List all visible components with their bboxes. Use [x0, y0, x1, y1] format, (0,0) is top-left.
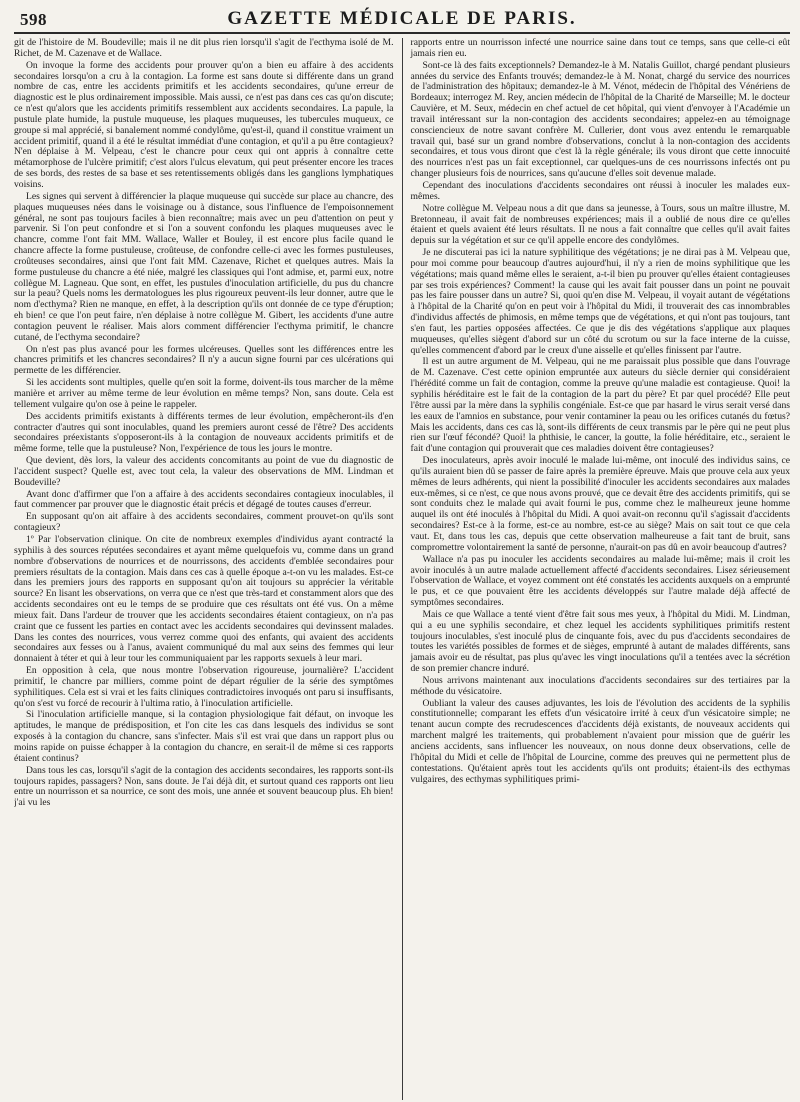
- paragraph: Mais ce que Wallace a tenté vient d'être fait sous mes yeux, à l'hôpital du Midi. M. Lindman, qui a eu une syphilis secondaire, et chez lequel les accidents syphilitiques primitifs restent toujours inoculables, s'est inoculé plus de cinquante fois, avec du pus d'accidents secondaires de toutes les variétés possibles de formes et de sièges, emprunté à autant de malades différents, sans jamais avoir eu de résultat, pas plus qu'avec les vingt inoculations qu'il a tentées avec la sécrétion de son premier chancre induré.: [410, 608, 790, 675]
- paragraph: Je ne discuterai pas ici la nature syphilitique des végétations; je ne dirai pas à M. Velpeau que, pour moi comme pour beaucoup d'autres aujourd'hui, il n'y a rien de moins syphilitique que les végétations; mais quand même elles le seraient, a-t-il bien pu prouver qu'elles étaient contagieuses par ses trois expériences? Comment! la cause qui les avait fait pousser dans un point ne pouvait pas les faire pousser dans un autre? Si, quoi qu'en dise M. Velpeau, il voyait autant de végétations à l'hôpital de la Charité qu'on en peut voir à l'hôpital du Midi, il trouverait des cas innombrables d'individus affectés de phimosis, en même temps que de végétations, et qui n'ont pas toujours, tant s'en faut, les parties opposées affectées. Ce que je dis des végétations s'applique aux plaques muqueuses, qu'elles siègent d'abord sur un côté du scrotum ou sur la face interne de la cuisse, qu'elles commencent d'abord par le creux d'une aisselle et qu'elles finissent par l'autre.: [410, 247, 790, 356]
- right-column: [403, 38, 791, 1100]
- paragraph: Des accidents primitifs existants à différents termes de leur évolution, empêcheront-ils d'en contracter d'autres qui sont inoculables, quand les premiers auront cessé de l'être? Des accidents secondaires préexistants s'opposeront-ils à la contagion de nouveaux accidents primitifs et de même forme, telle que la pustuleuse? Non, l'expérience de tous les jours le montre.: [14, 410, 394, 455]
- paragraph: Nous arrivons maintenant aux inoculations d'accidents secondaires sur des tertiaires par la méthode du vésicatoire.: [410, 674, 790, 697]
- paragraph: Des inoculateurs, après avoir inoculé le malade lui-même, ont inoculé des individus sains, ce qu'ils auraient bien dû se passer de faire après la première épreuve. Mais que prouve cela aux yeux mêmes de leurs adhérents, qui nient la possibilité d'inoculer les accidents secondaires aux malades eux-mêmes, si ce n'est, ce que nous avons prouvé, que ce devait être des accidents primitifs, qui se sont conduits chez le malade qui avait fourni le pus, comme chez le malheureux jeune homme auquel ils ont été inoculés à l'hôpital du Midi. A quoi avait-on reconnu qu'il s'agissait d'accidents secondaires? Est-ce à la forme, est-ce au nombre, est-ce au siège? Mais on sait tout ce que cela vaut. Et, dans tous les cas, depuis que cette observation malheureuse a fait tant de bruit, sans compromettre volontairement la santé de personne, n'aurait-on pas dû en avoir beaucoup d'autres?: [410, 455, 790, 553]
- paragraph: Que devient, dès lors, la valeur des accidents concomitants au point de vue du diagnostic de l'accident suspect? Quelle est, avec tout cela, la valeur des observations de MM. Lindman et Boudeville?: [14, 455, 394, 488]
- paragraph: Notre collègue M. Velpeau nous a dit que dans sa jeunesse, à Tours, sous un maître illustre, M. Bretonneau, il avait fait de nombreuses expériences; mais il a oublié de nous dire ce qu'elles étaient et quels avaient été leurs résultats. Il ne nous a fait connaître que celles qu'il avait faites depuis sur la végétation et sur ce qu'il appelle encore des condylômes.: [410, 202, 790, 247]
- paragraph: git de l'histoire de M. Boudeville; mais il ne dit plus rien lorsqu'il s'agit de l'ecthyma isolé de M. Richet, de M. Cazenave et de Wallace.: [14, 38, 394, 59]
- paragraph: Les signes qui servent à différencier la plaque muqueuse qui succède sur place au chancre, des plaques muqueuses nées dans le voisinage ou à distance, sous l'influence de l'empoisonnement général, ne sont pas toujours faciles à bien reconnaître; mais avec un peu d'attention on peut y parvenir. Si l'on peut confondre et si l'on a souvent confondu les plaques muqueuses avec le chancre, comme l'ont fait MM. Wallace, Waller et Bouley, il est encore plus facile quand le chancre affecte la forme pustuleuse, croûteuse, de confondre celle-ci avec les formes pustuleuses, croûteuses secondaires, ainsi que l'ont fait MM. Cazenave, Richet et quelques autres. Mais la forme pustuleuse du chancre a été niée, malgré les classiques qui l'ont admise, et, parmi eux, notre collègue M. Lagneau. Que sont, en effet, les pustules d'inoculation artificielle, du pus du chancre sur la peau? Quels noms les dermatologues les plus rigoureux peuvent-ils leur donner, autre que le nom d'ecthyma? Rien ne manque, en effet, à la description qu'ils ont donnée de ce type d'éruption; eh bien! ce que l'on peut faire, n'en déplaise à notre collègue M. Gibert, les accidents d'une autre contagion peuvent le réaliser. Mais alors comment différencier l'ecthyma primitif, le chancre cutané, de l'ecthyma secondaire?: [14, 190, 394, 343]
- paragraph: Avant donc d'affirmer que l'on a affaire à des accidents secondaires contagieux inoculables, il faut commencer par prouver que le diagnostic était précis et dégagé de toutes causes d'erreur.: [14, 488, 394, 511]
- paragraph: Sont-ce là des faits exceptionnels? Demandez-le à M. Natalis Guillot, chargé pendant plusieurs années du service des Enfants trouvés; demandez-le à M. Nonat, chargé du service des nourrices de l'administration des hôpitaux; demandez-le à M. Vénot, médecin de l'hôpital des Vénériens de Bordeaux; interrogez M. Rey, ancien médecin de l'hôpital de la Charité de Marseille; M. le docteur Cauvière, et M. Seux, médecin en chef actuel de cet hôpital, qui vient d'envoyer à l'Académie un travail intéressant sur la non-contagion des accidents secondaires; appelez-en au témoignage consciencieux de notre savant confrère M. Cullerier, dont vous avez entendu le remarquable travail qui, basé sur un grand nombre d'observations, conclut à la non-contagion des accidents secondaires, et tous vous diront que c'est là la règle générale; ils vous diront que cette innocuité des nourrices n'est pas un fait exceptionnel, car quelques-uns de ces nourrissons infectés ont pu changer plusieurs fois de nourrices, sans qu'aucune d'elles soit devenue malade.: [410, 59, 790, 180]
- left-column: [14, 38, 402, 1100]
- paragraph: On n'est pas plus avancé pour les formes ulcéreuses. Quelles sont les différences entre les chancres primitifs et les chancres secondaires? Il n'y a aucun signe fourni par ces ulcérations qui permette de les différencier.: [14, 343, 394, 377]
- page-number: 598: [20, 10, 47, 29]
- page-header: [14, 6, 790, 34]
- paragraph: Oubliant la valeur des causes adjuvantes, les lois de l'évolution des accidents de la syphilis constitutionnelle; comparant les effets d'un vésicatoire irrité à ceux d'un vésicatoire simple; ne tenant aucun compte des recrudescences d'accidents déjà existants, de nouveaux accidents qui marchent malgré les traitements, qui probablement n'avaient pour mission que de guérir les anciens accidents, sans influencer les nouveaux, on nous donne deux observations, celle de l'hôpital du Midi et celle de l'hôpital de Lourcine, comme des preuves qui ne permettent plus de contestations. Qu'étaient après tout les accidents qu'ils ont produits; étaient-ils des ecthymas vulgaires, des ecthymas syphilitiques primi-: [410, 697, 790, 785]
- text-columns: [14, 38, 790, 1100]
- paragraph: Si les accidents sont multiples, quelle qu'en soit la forme, doivent-ils tous marcher de la même manière et arriver au même terme de leur évolution en même temps? Non, sans doute. Cela est tellement vulgaire qu'on ose à peine le rappeler.: [14, 377, 394, 410]
- paragraph: Dans tous les cas, lorsqu'il s'agit de la contagion des accidents secondaires, les rapports sont-ils toujours rapides, passagers? Non, sans doute. Je l'ai déjà dit, et surtout quand ces rapports ont lieu entre un nourrisson et sa nourrice, ce sont des mois, une année et souvent beaucoup plus. Eh bien! j'ai vu les: [14, 764, 394, 809]
- paragraph: Cependant des inoculations d'accidents secondaires ont réussi à inoculer les malades eux-mêmes.: [410, 179, 790, 202]
- paragraph: 1º Par l'observation clinique. On cite de nombreux exemples d'individus ayant contracté la syphilis à des sources réputées secondaires et ayant même quelquefois vu, comme dans un grand nombre d'observations de nourrices et de nourrissons, des accidents d'emblée secondaires pour premiers résultats de la contagion. Mais dans ces cas à quelle époque a-t-on vu les malades. Est-ce dans les premiers jours des rapports en supposant qu'on ait toujours su apprécier la véritable source? En lisant les observations, on verra que ce n'est que très-tard et constamment alors que des accidents secondaires ont eu le temps de se produire que ces résultats ont été vus. On a même mieux fait. Dans l'ardeur de trouver que les accidents secondaires étaient contagieux, on n'a pas craint que ce fussent les parties en contact avec les accidents secondaires qui devinssent malades. Dans les contes des nourrices, vous verrez comme quoi des enfants, qui avaient des accidents secondaires aux fesses ou à l'anus, avaient communiqué du mal aux seins des femmes qui leur donnaient à téter et qui à leur tour les communiquaient par les rapports sexuels à leur mari.: [14, 533, 394, 665]
- paragraph: Il est un autre argument de M. Velpeau, qui ne me paraissait plus possible que dans l'ouvrage de M. Cazenave. C'est cette opinion empruntée aux auteurs du siècle dernier qui considéraient l'hérédité comme un fait de contagion, comme la preuve qu'une maladie est contagieuse. Quoi! la syphilis héréditaire est le fait de la contagion de la part du père? Et par quel procédé? Elle peut l'être aussi par la mère dans la syphilis congéniale. Est-ce que par hasard le virus serait versé dans les eaux de l'amnios en substance, pour venir contaminer la peau ou les orifices cutanés du fœtus? Mais les accidents, dans ces cas là, sont-ils différents de ceux transmis par le père qui ne peut plus rien sur l'œuf fécondé? Quoi! la phthisie, le cancer, la goutte, la folie héréditaire, etc., seraient le fait d'une contagion qui prouverait que ces maladies doivent être contagieuses?: [410, 356, 790, 455]
- running-title: GAZETTE MÉDICALE DE PARIS.: [227, 8, 577, 29]
- paragraph: On invoque la forme des accidents pour prouver qu'on a bien eu affaire à des accidents secondaires lorsqu'on a cru à la contagion. La forme est sans doute si différente dans un grand nombre de cas, entre les accidents primitifs et les accidents secondaires, qu'une erreur de diagnostic est le plus ordinairement impossible. Mais aussi, ce n'est pas dans ces cas qu'on discute; ce n'est qu'alors que les accidents primitifs ressemblent aux accidents secondaires. La papule, la pustule plate humide, la pustule muqueuse, les plaques muqueuses, les tubercules muqueux, ce groupe si mal apprécié, si banalement nommé condylôme, qu'est-il, quand il constitue vraiment un accident primitif, quand il a été le résultat immédiat d'une contagion, et qu'il a pu être contagieux? N'en déplaise à M. Velpeau, c'est le chancre pour ceux qui ont appris à connaître cette métamorphose de l'ulcère primitif; c'est alors l'ulcus elevatum, qui peut présenter encore les traces de ses bords, des restes de sa base et ses retentissements obligés dans les ganglions lymphatiques voisins.: [14, 59, 394, 190]
- paragraph: Si l'inoculation artificielle manque, si la contagion physiologique fait défaut, on invoque les aptitudes, le manque de prédisposition, et l'on cite les cas dans lesquels des individus se sont exposés à la contagion du chancre, sans s'infecter. Mais s'il est vrai que dans un rapport plus ou moins rapide on puisse échapper à la contagion du chancre, en serait-il de même si ces rapports étaient continus?: [14, 709, 394, 764]
- paragraph: En supposant qu'on ait affaire à des accidents secondaires, comment prouvet-on qu'ils sont contagieux?: [14, 511, 394, 534]
- paragraph: Wallace n'a pas pu inoculer les accidents secondaires au malade lui-même; mais il croit les avoir inoculés à un autre malade actuellement affecté d'accidents secondaires. Lisez sérieusement l'observation de Wallace, et voyez comment ont été constatés les accidents auxquels on a emprunté le pus, et ce que pouvaient être les accidents développés sur l'autre malade déjà affecté de symptômes secondaires.: [410, 553, 790, 609]
- paragraph: En opposition à cela, que nous montre l'observation rigoureuse, journalière? L'accident primitif, le chancre par milliers, comme point de départ régulier de la série des symptômes syphilitiques. Cela est si vrai et les faits cliniques contradictoires invoqués ont paru si insuffisants, qu'on s'est vu forcé de recourir à l'ultima ratio, à l'inoculation artificielle.: [14, 665, 394, 709]
- paragraph: rapports entre un nourrisson infecté une nourrice saine dans tout ce temps, sans que celle-ci eût jamais rien eu.: [410, 38, 790, 59]
